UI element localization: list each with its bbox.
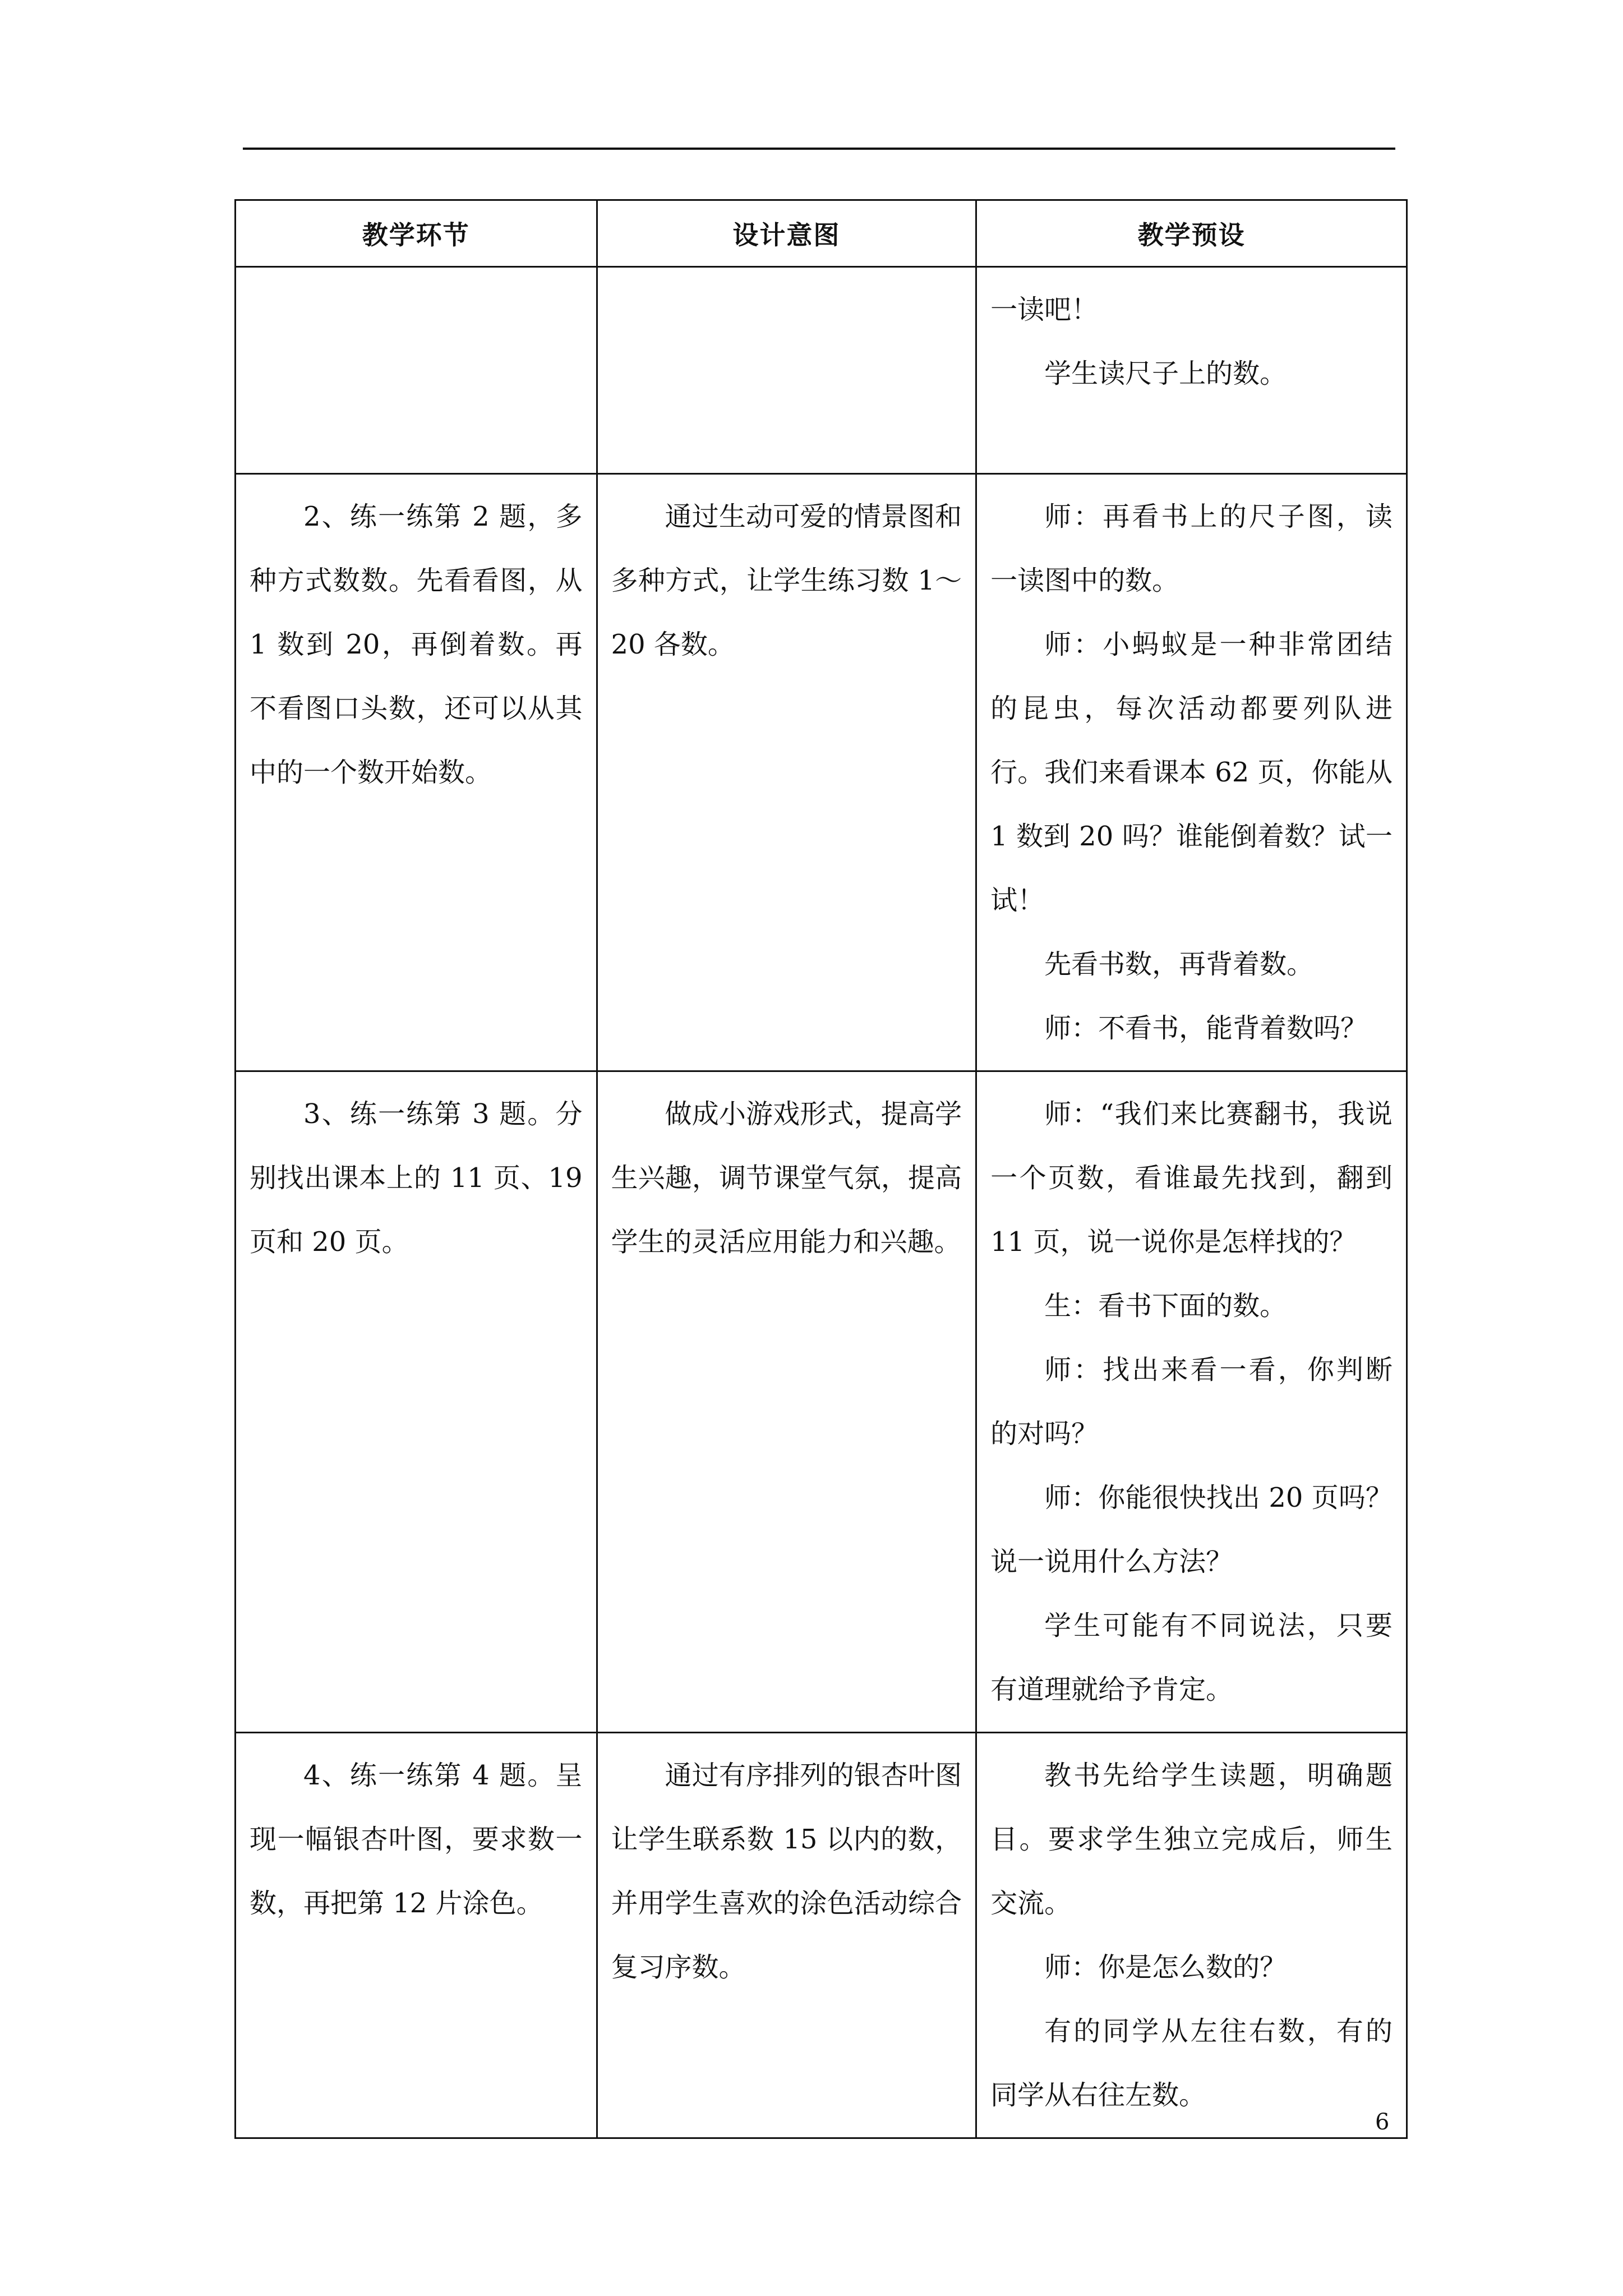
preset-paragraph: 一读吧！	[990, 294, 1099, 325]
preset-paragraph: 师：小蚂蚁是一种非常团结的昆虫，每次活动都要列队进行。我们来看课本 62 页，你能从 1 数到 20 吗？谁能倒着数？试一试！	[990, 629, 1393, 916]
lesson-plan-table	[234, 199, 1408, 2139]
preset-paragraph: 教书先给学生读题，明确题目。要求学生独立完成后，师生交流。	[990, 1760, 1393, 1919]
preset-paragraph: 学生读尺子上的数。	[1044, 358, 1287, 389]
intent-cell	[597, 1071, 976, 1733]
table-row	[236, 474, 1407, 1071]
preset-paragraph: 师：“我们来比赛翻书，我说一个页数，看谁最先找到，翻到 11 页，说一说你是怎样找的？	[990, 1098, 1393, 1258]
page-number: 6	[1375, 2109, 1390, 2135]
preset-paragraph: 师：找出来看一看，你判断的对吗？	[990, 1354, 1393, 1450]
preset-cell	[976, 1733, 1407, 2138]
preset-paragraph: 生：看书下面的数。	[1044, 1290, 1287, 1322]
stage-paragraph: 4、练一练第 4 题。呈现一幅银杏叶图，要求数一数，再把第 12 片涂色。	[250, 1760, 583, 1919]
intent-cell	[597, 267, 976, 474]
header-design-intent: 设计意图	[597, 200, 976, 267]
preset-cell	[976, 1071, 1407, 1733]
intent-cell	[597, 1733, 976, 2138]
intent-paragraph: 通过生动可爱的情景图和多种方式，让学生练习数 1～20 各数。	[611, 501, 962, 660]
intent-paragraph: 做成小游戏形式，提高学生兴趣，调节课堂气氛，提高学生的灵活应用能力和兴趣。	[611, 1098, 962, 1258]
intent-cell	[597, 474, 976, 1071]
header-teaching-preset: 教学预设	[976, 200, 1407, 267]
preset-paragraph: 师：再看书上的尺子图，读一读图中的数。	[990, 501, 1393, 596]
header-teaching-stage: 教学环节	[236, 200, 597, 267]
stage-cell	[236, 1071, 597, 1733]
stage-paragraph: 3、练一练第 3 题。分别找出课本上的 11 页、19 页和 20 页。	[250, 1098, 583, 1258]
table-row	[236, 1071, 1407, 1733]
table-header-row	[236, 200, 1407, 267]
preset-paragraph: 师：不看书，能背着数吗？	[1044, 1013, 1368, 1044]
table-row	[236, 1733, 1407, 2138]
intent-paragraph: 通过有序排列的银杏叶图让学生联系数 15 以内的数，并用学生喜欢的涂色活动综合复习序数。	[611, 1760, 962, 1983]
stage-cell	[236, 267, 597, 474]
preset-cell	[976, 474, 1407, 1071]
stage-cell	[236, 1733, 597, 2138]
table-row	[236, 267, 1407, 474]
stage-cell	[236, 474, 597, 1071]
header-rule	[243, 148, 1395, 150]
preset-cell	[976, 267, 1407, 474]
preset-paragraph: 有的同学从左往右数，有的同学从右往左数。	[990, 2016, 1393, 2111]
stage-paragraph: 2、练一练第 2 题，多种方式数数。先看看图，从 1 数到 20，再倒着数。再不看图口头数，还可以从其中的一个数开始数。	[250, 501, 583, 788]
preset-paragraph: 师：你能很快找出 20 页吗？说一说用什么方法？	[990, 1482, 1393, 1577]
preset-paragraph: 先看书数，再背着数。	[1044, 949, 1314, 980]
preset-paragraph: 师：你是怎么数的？	[1044, 1952, 1287, 1983]
preset-paragraph: 学生可能有不同说法，只要有道理就给予肯定。	[990, 1610, 1393, 1705]
